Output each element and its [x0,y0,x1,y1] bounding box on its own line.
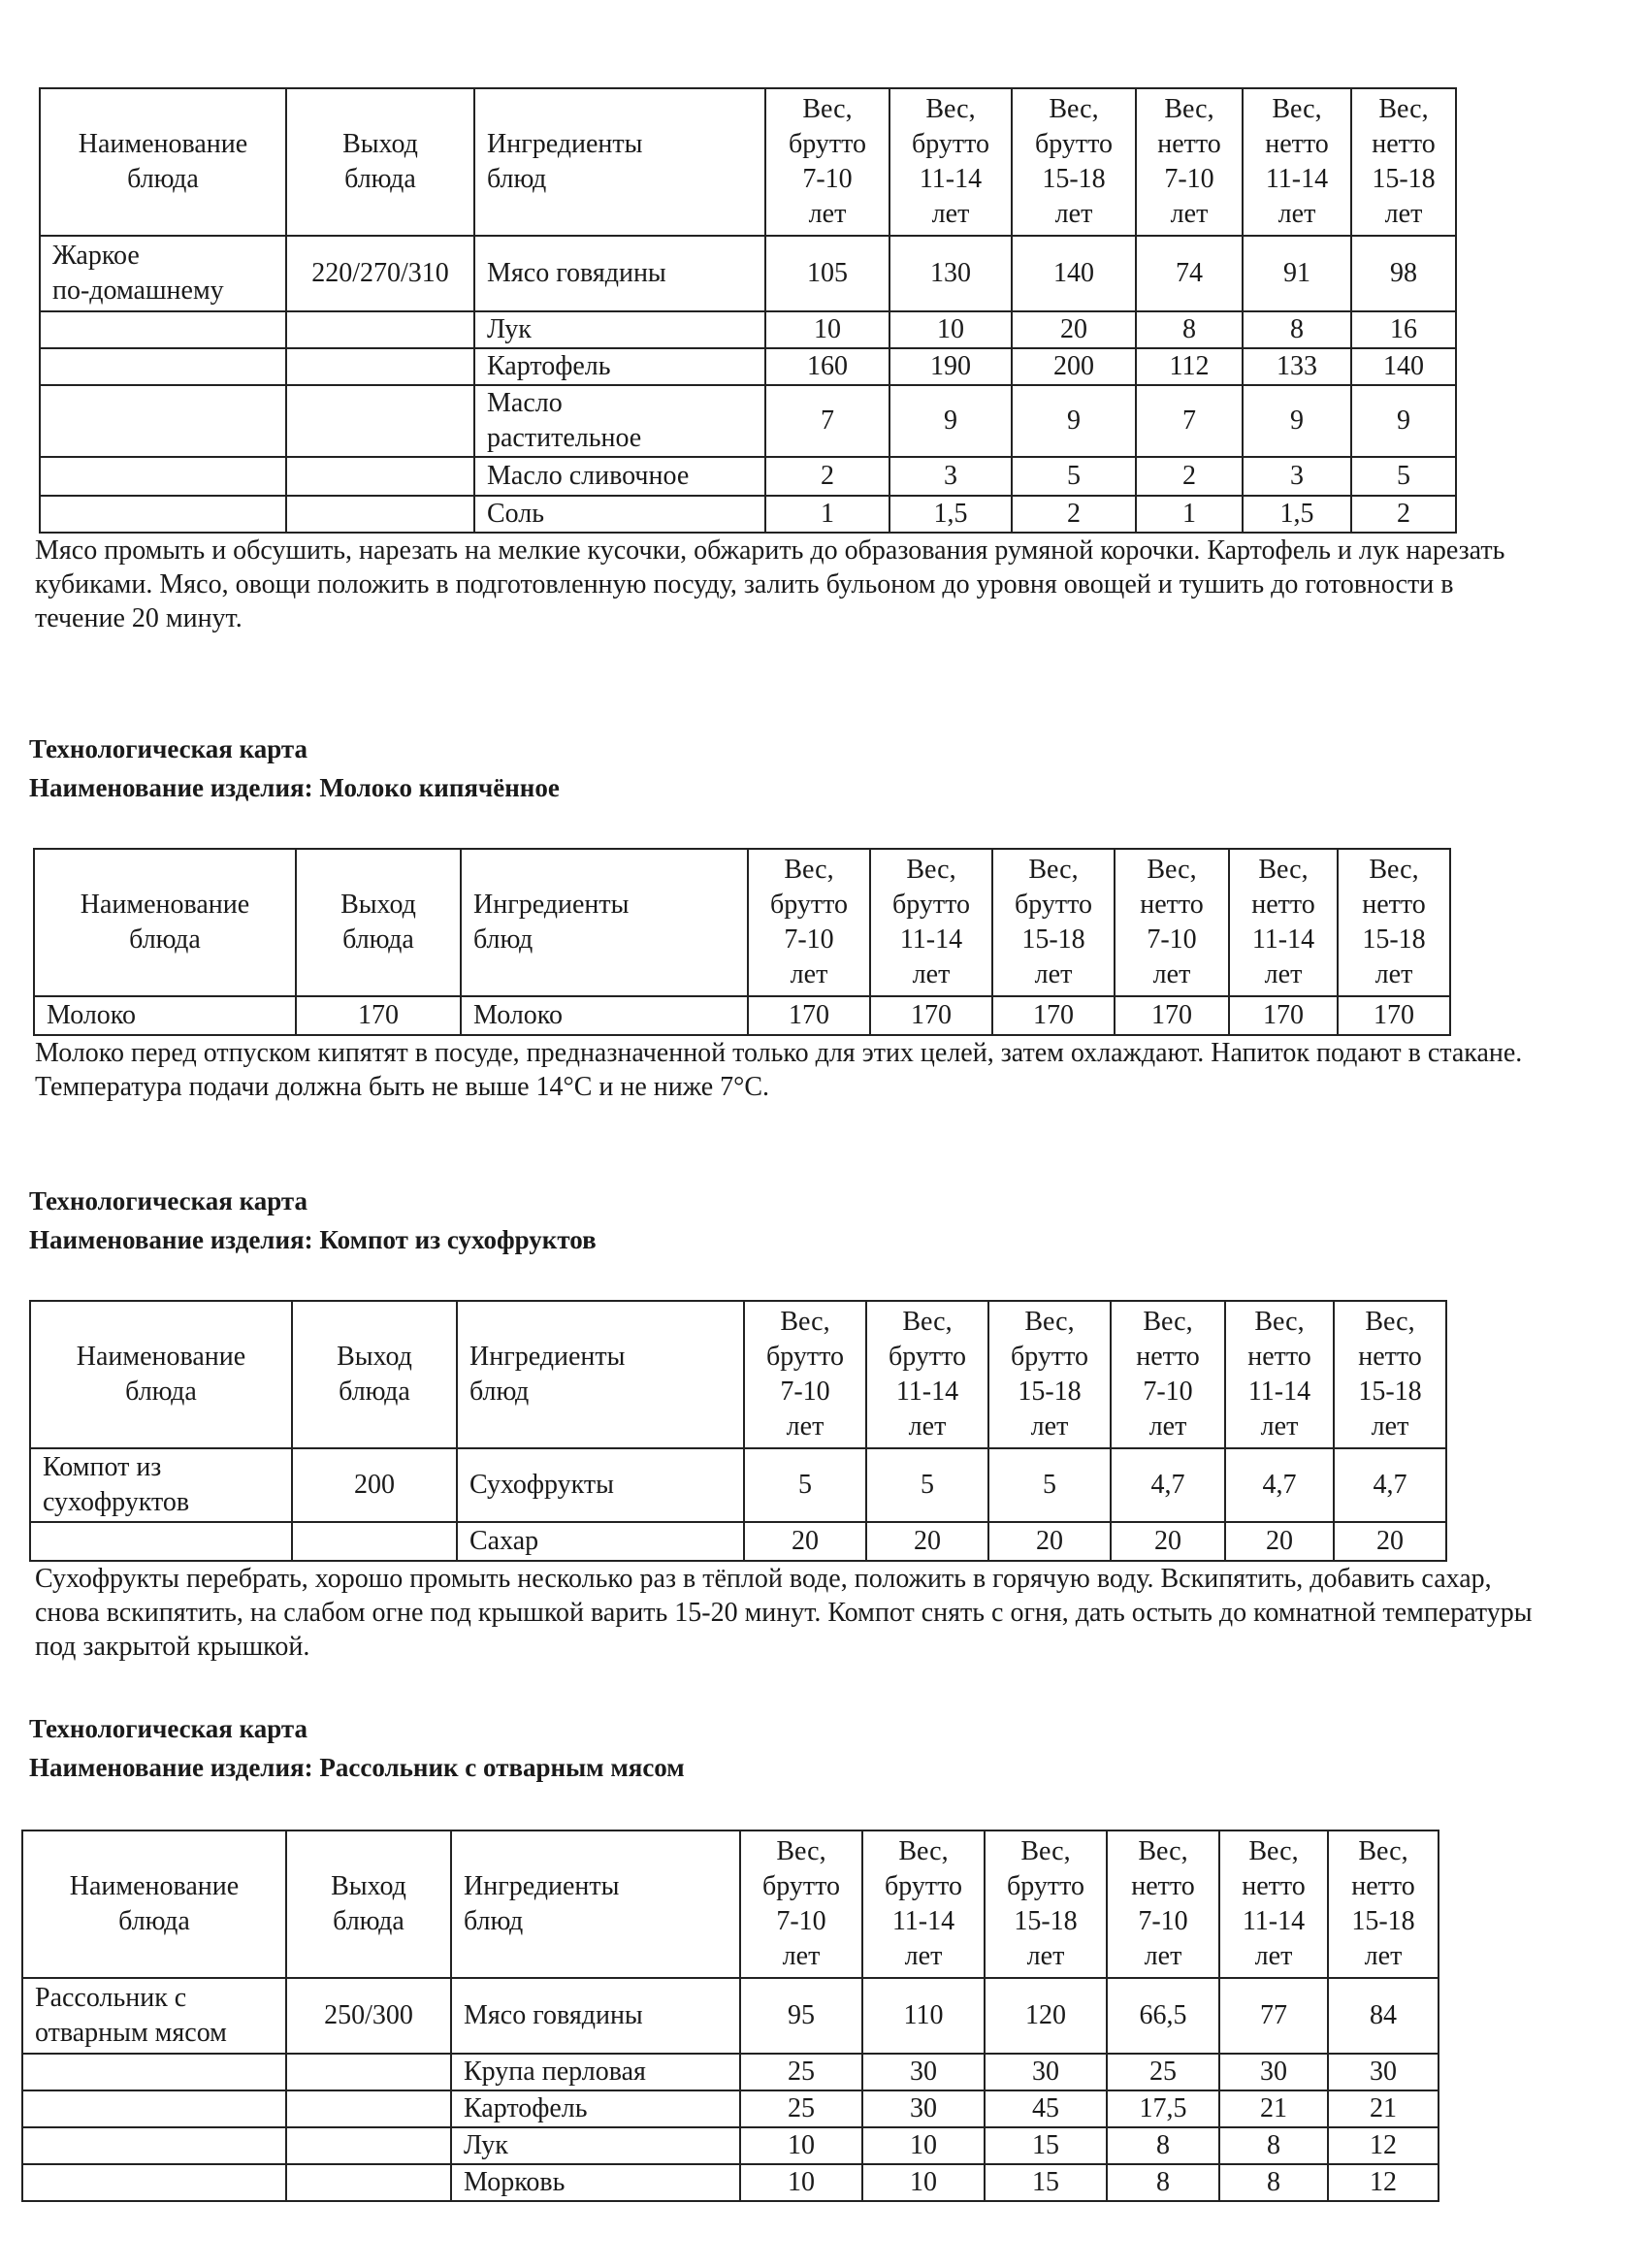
value: 170 [870,996,992,1035]
value: 45 [985,2090,1107,2127]
dish-name [40,457,286,496]
table-row [40,385,1456,457]
header-weight-gross-7-10: Вес, брутто 7-10 лет [740,1831,862,1978]
dish-yield [286,2164,451,2201]
value: 2 [1136,457,1243,496]
dish-name [22,2127,286,2164]
table-row [40,348,1456,385]
value: 2 [1351,496,1456,533]
value: 15 [985,2127,1107,2164]
dish-name [22,2090,286,2127]
value: 200 [1012,348,1136,385]
value: 1,5 [889,496,1012,533]
value: 20 [866,1522,988,1561]
value: 5 [744,1448,866,1522]
dish-yield [286,2127,451,2164]
card-1 [0,87,1649,635]
ingredient: Морковь [451,2164,740,2201]
value: 30 [985,2054,1107,2090]
value: 9 [1243,385,1351,457]
value: 30 [1328,2054,1439,2090]
table-row [30,1522,1446,1561]
dish-name [30,1522,292,1561]
header-weight-gross-15-18: Вес, брутто 15-18 лет [1012,88,1136,236]
header-weight-gross-11-14: Вес, брутто 11-14 лет [889,88,1012,236]
card-3 [0,1182,1649,1664]
value: 21 [1219,2090,1328,2127]
value: 20 [1225,1522,1334,1561]
dish-yield: 170 [296,996,461,1035]
header-weight-net-11-14: Вес, нетто 11-14 лет [1243,88,1351,236]
value: 98 [1351,236,1456,311]
ingredient: Масло сливочное [474,457,765,496]
value: 25 [1107,2054,1219,2090]
header-weight-gross-7-10: Вес, брутто 7-10 лет [765,88,889,236]
value: 10 [740,2164,862,2201]
value: 25 [740,2054,862,2090]
value: 30 [1219,2054,1328,2090]
ingredient: Мясо говядины [474,236,765,311]
header-weight-net-7-10: Вес, нетто 7-10 лет [1111,1301,1225,1448]
value: 10 [740,2127,862,2164]
card-heading: Технологическая карта [29,1186,308,1215]
dish-yield: 220/270/310 [286,236,474,311]
dish-yield [286,457,474,496]
value: 9 [889,385,1012,457]
dish-yield [286,2090,451,2127]
header-weight-net-15-18: Вес, нетто 15-18 лет [1328,1831,1439,1978]
table-row [40,236,1456,311]
dish-yield [292,1522,457,1561]
dish-name [22,2164,286,2201]
header-dish-name: Наименование блюда [22,1831,286,1978]
value: 74 [1136,236,1243,311]
header-ingredients: Ингредиенты блюд [451,1831,740,1978]
value: 5 [1012,457,1136,496]
table-row [40,457,1456,496]
dish-name: Жаркое по-домашнему [40,236,286,311]
ingredient: Лук [451,2127,740,2164]
ingredient: Масло растительное [474,385,765,457]
table-row [22,2054,1439,2090]
value: 8 [1107,2164,1219,2201]
value: 190 [889,348,1012,385]
header-ingredients: Ингредиенты блюд [474,88,765,236]
table-row [40,496,1456,533]
dish-yield [286,496,474,533]
header-ingredients: Ингредиенты блюд [461,849,748,996]
recipe-table [29,1300,1447,1562]
value: 17,5 [1107,2090,1219,2127]
card-title: Наименование изделия: Компот из сухофруктов [29,1225,597,1254]
header-dish-name: Наименование блюда [34,849,296,996]
value: 30 [862,2090,985,2127]
header-weight-net-15-18: Вес, нетто 15-18 лет [1334,1301,1446,1448]
card-heading: Технологическая карта [29,734,308,763]
header-weight-gross-15-18: Вес, брутто 15-18 лет [992,849,1115,996]
value: 5 [988,1448,1111,1522]
value: 91 [1243,236,1351,311]
ingredient: Сухофрукты [457,1448,744,1522]
card-title: Наименование изделия: Молоко кипячённое [29,773,560,802]
ingredient: Крупа перловая [451,2054,740,2090]
ingredient: Картофель [474,348,765,385]
value: 140 [1351,348,1456,385]
value: 105 [765,236,889,311]
header-weight-net-7-10: Вес, нетто 7-10 лет [1107,1831,1219,1978]
ingredient: Соль [474,496,765,533]
preparation-note: Мясо промыть и обсушить, нарезать на мелкие кусочки, обжарить до образования румяной корочки. Картофель и лук нарезать кубиками. Мясо, овощи положить в подготовленную посуду, залить бульоном до уровня овощей и тушить до готовности в течение 20 минут. [35,535,1505,633]
preparation-note: Молоко перед отпуском кипятят в посуде, предназначенной только для этих целей, затем охлаждают. Напиток подают в стакане. Температура подачи должна быть не выше 14°С и не ниже 7°С. [35,1038,1523,1102]
header-weight-gross-15-18: Вес, брутто 15-18 лет [985,1831,1107,1978]
dish-name [40,348,286,385]
table-row [34,996,1450,1035]
header-weight-gross-7-10: Вес, брутто 7-10 лет [748,849,870,996]
value: 15 [985,2164,1107,2201]
value: 7 [765,385,889,457]
value: 1,5 [1243,496,1351,533]
value: 2 [1012,496,1136,533]
value: 8 [1219,2127,1328,2164]
header-yield: Выход блюда [292,1301,457,1448]
value: 95 [740,1978,862,2054]
header-weight-gross-11-14: Вес, брутто 11-14 лет [870,849,992,996]
value: 4,7 [1225,1448,1334,1522]
value: 3 [1243,457,1351,496]
card-2 [0,729,1649,1104]
header-weight-gross-7-10: Вес, брутто 7-10 лет [744,1301,866,1448]
dish-name [40,311,286,348]
dish-name [40,496,286,533]
dish-yield: 200 [292,1448,457,1522]
dish-name: Молоко [34,996,296,1035]
value: 25 [740,2090,862,2127]
card-4 [0,1709,1649,2202]
preparation-note: Сухофрукты перебрать, хорошо промыть несколько раз в тёплой воде, положить в горячую воду. Вскипятить, добавить сахар, снова вскипятить, на слабом огне под крышкой варить 15-20 минут. Компот снять с огня, дать остыть до комнатной температуры под закрытой крышкой. [35,1564,1533,1662]
dish-yield [286,311,474,348]
table-row [22,1978,1439,2054]
value: 5 [866,1448,988,1522]
value: 170 [1229,996,1338,1035]
value: 170 [1115,996,1229,1035]
value: 133 [1243,348,1351,385]
value: 10 [862,2127,985,2164]
value: 12 [1328,2164,1439,2201]
ingredient: Мясо говядины [451,1978,740,2054]
value: 4,7 [1334,1448,1446,1522]
table-header-row [34,849,1450,996]
value: 170 [748,996,870,1035]
ingredient: Молоко [461,996,748,1035]
header-weight-gross-11-14: Вес, брутто 11-14 лет [866,1301,988,1448]
header-weight-net-15-18: Вес, нетто 15-18 лет [1338,849,1450,996]
header-weight-gross-11-14: Вес, брутто 11-14 лет [862,1831,985,1978]
header-yield: Выход блюда [296,849,461,996]
value: 8 [1243,311,1351,348]
dish-yield: 250/300 [286,1978,451,2054]
header-weight-gross-15-18: Вес, брутто 15-18 лет [988,1301,1111,1448]
recipe-table [21,1830,1439,2202]
value: 5 [1351,457,1456,496]
value: 66,5 [1107,1978,1219,2054]
header-dish-name: Наименование блюда [40,88,286,236]
dish-yield [286,2054,451,2090]
recipe-table [33,848,1451,1036]
value: 130 [889,236,1012,311]
dish-name: Рассольник с отварным мясом [22,1978,286,2054]
value: 30 [862,2054,985,2090]
value: 16 [1351,311,1456,348]
dish-name [40,385,286,457]
value: 1 [765,496,889,533]
header-weight-net-7-10: Вес, нетто 7-10 лет [1136,88,1243,236]
header-yield: Выход блюда [286,88,474,236]
table-row [30,1448,1446,1522]
ingredient: Сахар [457,1522,744,1561]
value: 7 [1136,385,1243,457]
value: 8 [1219,2164,1328,2201]
dish-yield [286,348,474,385]
value: 160 [765,348,889,385]
table-row [40,311,1456,348]
card-heading: Технологическая карта [29,1714,308,1743]
dish-yield [286,385,474,457]
value: 120 [985,1978,1107,2054]
header-weight-net-11-14: Вес, нетто 11-14 лет [1219,1831,1328,1978]
value: 170 [992,996,1115,1035]
header-weight-net-15-18: Вес, нетто 15-18 лет [1351,88,1456,236]
value: 112 [1136,348,1243,385]
value: 20 [1012,311,1136,348]
header-weight-net-7-10: Вес, нетто 7-10 лет [1115,849,1229,996]
value: 110 [862,1978,985,2054]
ingredient: Картофель [451,2090,740,2127]
card-title: Наименование изделия: Рассольник с отварным мясом [29,1753,685,1782]
header-weight-net-11-14: Вес, нетто 11-14 лет [1229,849,1338,996]
table-row [22,2164,1439,2201]
value: 2 [765,457,889,496]
value: 1 [1136,496,1243,533]
value: 20 [988,1522,1111,1561]
header-ingredients: Ингредиенты блюд [457,1301,744,1448]
value: 4,7 [1111,1448,1225,1522]
header-yield: Выход блюда [286,1831,451,1978]
value: 77 [1219,1978,1328,2054]
value: 20 [1334,1522,1446,1561]
header-dish-name: Наименование блюда [30,1301,292,1448]
value: 10 [862,2164,985,2201]
value: 8 [1107,2127,1219,2164]
value: 12 [1328,2127,1439,2164]
value: 84 [1328,1978,1439,2054]
dish-name: Компот из сухофруктов [30,1448,292,1522]
table-header-row [40,88,1456,236]
value: 20 [744,1522,866,1561]
table-row [22,2127,1439,2164]
value: 9 [1351,385,1456,457]
table-header-row [22,1831,1439,1978]
value: 170 [1338,996,1450,1035]
value: 20 [1111,1522,1225,1561]
value: 10 [889,311,1012,348]
ingredient: Лук [474,311,765,348]
recipe-table [39,87,1457,534]
value: 21 [1328,2090,1439,2127]
value: 8 [1136,311,1243,348]
dish-name [22,2054,286,2090]
value: 3 [889,457,1012,496]
table-header-row [30,1301,1446,1448]
value: 9 [1012,385,1136,457]
table-row [22,2090,1439,2127]
header-weight-net-11-14: Вес, нетто 11-14 лет [1225,1301,1334,1448]
value: 140 [1012,236,1136,311]
value: 10 [765,311,889,348]
